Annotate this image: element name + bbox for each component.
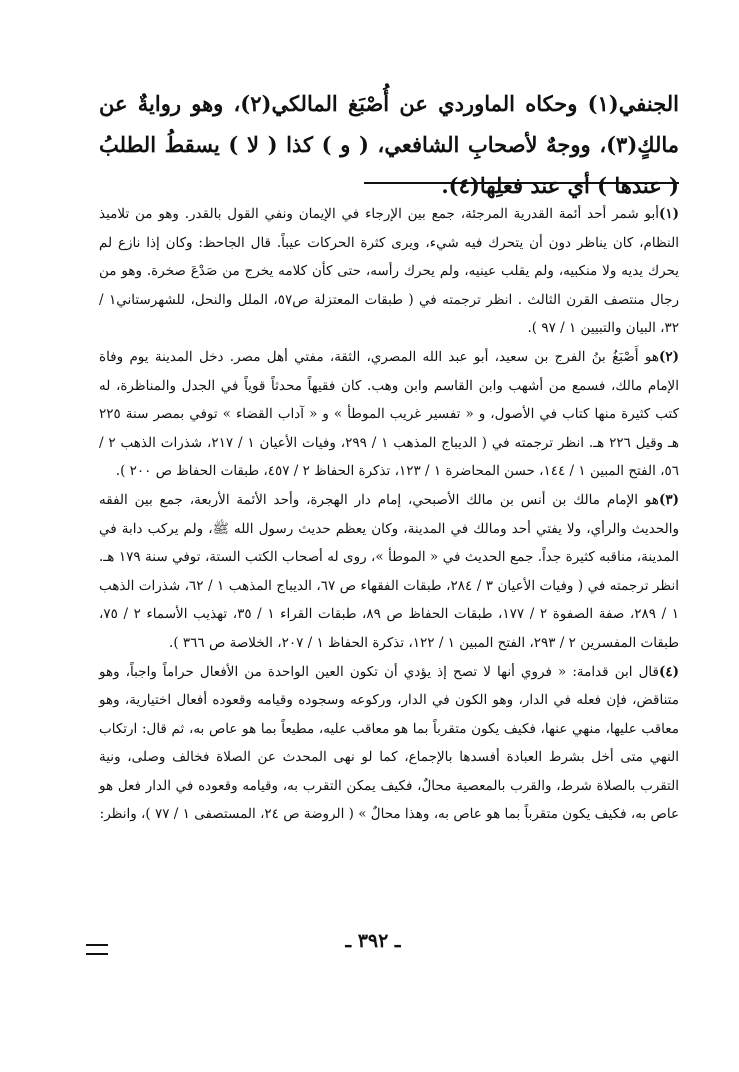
footnote-3 — [99, 486, 679, 658]
footnote-separator — [364, 182, 679, 184]
footnote-number: (٣) — [658, 491, 679, 508]
main-text: الجنفي(١) وحكاه الماوردي عن أُصْبَغ المالكي(٢)، وهو روايةٌ عن مالكٍ(٣)، ووجهٌ لأصحابِ الشافعي، ( و ) كذا ( لا ) يسقطُ الطلبُ ( عندها ) أي عند فعلِها(٤). — [99, 91, 679, 198]
footnote-1 — [99, 200, 679, 343]
footnote-number: (١) — [658, 206, 679, 222]
page-number: ـ ٣٩٢ ـ — [345, 930, 401, 952]
footnote-text: قال ابن قدامة: « فروي أنها لا تصح إذ يؤدي أن تكون العين الواحدة من الأفعال حراماً واجباً، وهو متناقض، فإن فعله في الدار، وهو الكون في الدار، وركوعه وسجوده وقيامه وقعوده أفعال اختيارية، وهو معاقب عليها، منهي عنها، فكيف يكون متقرباً بما هو معاقب عليه، مطيعاً بما هو عاص به، ثم قال: ارتكاب النهي متى أخل بشرط العبادة أفسدها بالإجماع، كما لو نهى المحدث عن الصلاة فخالف وصلى، ونية التقرب بالصلاة شرط، والقرب بالمعصية محالٌ، فكيف يمكن التقرب به، وقيامه وقعوده في الدار فعل هو عاص به، فكيف يكون متقرباً بما هو عاص به، وهذا محالٌ » ( الروضة ص ٢٤، المستصفى ١ / ٧٧ )، وانظر: — [99, 663, 680, 823]
footnote-4 — [99, 658, 679, 830]
footnotes — [99, 200, 679, 829]
footnote-text: هو أَصْبَغُ بنُ الفرج بن سعيد، أبو عبد الله المصري، الثقة، مفتي أهل مصر. دخل المدينة يوم وفاة الإمام مالك، فسمع من أشهب وابن القاسم وابن وهب. كان فقيهاً محدثاً قوياً في الجدل والمناظرة، له كتب كثيرة منها كتاب في الأصول، و « تفسير غريب الموطأ » و « آداب القضاء » توفي بمصر سنة ٢٢٥ هـ وقيل ٢٢٦ هـ. انظر ترجمته في ( الديباج المذهب ١ / ٢٩٩، وفيات الأعيان ١ / ٢١٧، شذرات الذهب ٢ / ٥٦، الفتح المبين ١ / ١٤٤، حسن المحاضرة ١ / ١٢٣، تذكرة الحفاظ ٢ / ٤٥٧، طبقات الحفاظ ص ٢٠٠ ). — [99, 348, 679, 480]
footnote-text: هو الإمام مالك بن أنس بن مالك الأصبحي، إمام دار الهجرة، وأحد الأئمة الأربعة، جمع بين الفقه والحديث والرأي، ولا يفتي أحد ومالك في المدينة، وكان يعظم حديث رسول الله ﷺ، ولم يركب دابة في المدينة، مناقبه كثيرة جداً. جمع الحديث في « الموطأ »، روى له أصحاب الكتب الستة، توفي سنة ١٧٩ هـ. انظر ترجمته في ( وفيات الأعيان ٣ / ٢٨٤، طبقات الفقهاء ص ٦٧، الديباج المذهب ١ / ٦٢، شذرات الذهب ١ / ٢٨٩، صفة الصفوة ٢ / ١٧٧، طبقات الحفاظ ص ٨٩، طبقات القراء ١ / ٣٥، تهذيب الأسماء ٢ / ٧٥، طبقات المفسرين ٢ / ٢٩٣، الفتح المبين ١ / ١٢٢، تذكرة الحفاظ ١ / ٢٠٧، الخلاصة ص ٣٦٦ ). — [99, 491, 679, 651]
footnote-2 — [99, 343, 679, 486]
footnote-number: (٤) — [658, 663, 679, 680]
continuation-mark — [86, 944, 108, 955]
footnote-text: أبو شمر أحد أئمة القدرية المرجئة، جمع بين الإرجاء في الإيمان ونفي القول بالقدر. وهو من تلاميذ النظام، كان يناظر دون أن يتحرك فيه شيء، ويرى كثرة الحركات عيباً. قال الجاحظ: وكان إذا نازع لم يحرك يديه ولا منكبيه، ولم يقلب عينيه، ولم يحرك رأسه، حتى كأن كلامه يخرج من صَدْعَ صخرة. وهو من رجال منتصف القرن الثالث . انظر ترجمته في ( طبقات المعتزلة ص٥٧، الملل والنحل، للشهرستاني١ / ٣٢، البيان والتبيين ١ / ٩٧ ). — [99, 206, 679, 337]
footnote-number: (٢) — [658, 348, 679, 365]
